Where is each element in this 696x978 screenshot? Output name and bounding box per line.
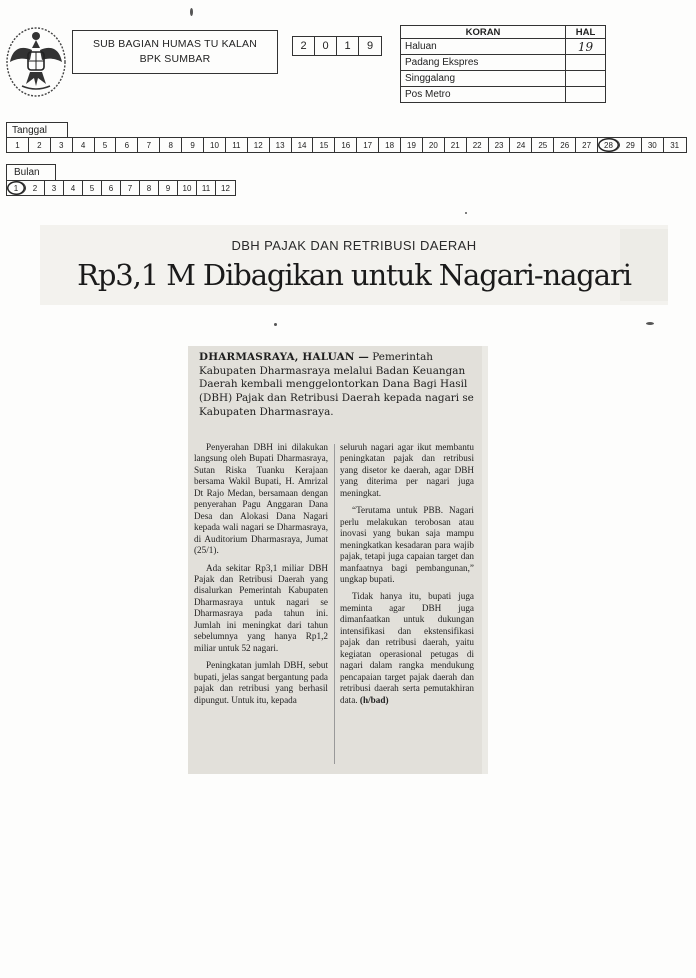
tanggal-day: 17 xyxy=(357,138,379,152)
tanggal-day: 14 xyxy=(292,138,314,152)
year-digit: 0 xyxy=(315,37,337,55)
tanggal-day: 7 xyxy=(138,138,160,152)
koran-name: Pos Metro xyxy=(401,87,566,103)
column-divider xyxy=(334,444,335,764)
garuda-emblem-icon xyxy=(4,22,68,98)
tanggal-day: 21 xyxy=(445,138,467,152)
headline: Rp3,1 M Dibagikan untuk Nagari-nagari xyxy=(77,258,631,292)
tanggal-day: 20 xyxy=(423,138,445,152)
paragraph: Penyerahan DBH ini dilakukan langsung oleh Bupati Dharmasraya, Sutan Riska Tuanku Kerajaan bersama Wakil Bupati, H. Amrizal Dt Rajo Medan, bersamaan dengan penyerahan Pagu Anggaran Dana Desa dan Alokasi Dana Nagari kepada wali nagari se Dharmasraya, di Auditorium Dharmasraya, Jumat (25/1). xyxy=(194,442,328,556)
tanggal-day: 26 xyxy=(554,138,576,152)
year-digit: 9 xyxy=(366,40,374,52)
bulan-month: 5 xyxy=(83,181,102,195)
article-column-right xyxy=(340,442,474,712)
bulan-month: 3 xyxy=(45,181,64,195)
article-lead xyxy=(199,351,474,420)
scan-speck xyxy=(646,322,654,325)
tanggal-day: 24 xyxy=(510,138,532,152)
koran-name: Haluan xyxy=(401,39,566,55)
koran-header-row xyxy=(401,26,606,39)
bulan-month: 9 xyxy=(159,181,178,195)
bulan-month: 11 xyxy=(197,181,216,195)
tanggal-day: 23 xyxy=(489,138,511,152)
tanggal-day: 6 xyxy=(116,138,138,152)
tanggal-day: 1 xyxy=(7,138,29,152)
bulan-month: 2 xyxy=(26,181,45,195)
bulan-label: Bulan xyxy=(6,164,56,180)
dateline: DHARMASRAYA, HALUAN — xyxy=(199,351,369,363)
koran-row xyxy=(401,87,606,103)
tanggal-day: 16 xyxy=(335,138,357,152)
year-digit: 2 xyxy=(293,37,315,55)
koran-hal xyxy=(566,87,606,103)
tanggal-day: 11 xyxy=(226,138,248,152)
tanggal-day: 3 xyxy=(51,138,73,152)
tanggal-day: 9 xyxy=(182,138,204,152)
paragraph: “Terutama untuk PBB. Nagari perlu melakukan terobosan atau inovasi yang bukan saja mampu meningkatkan kesadaran para wajib pajak, tetapi juga capaian target dan manfaatnya bagi pembangunan,” ungkap bupati. xyxy=(340,505,474,584)
tanggal-day: 28 xyxy=(598,138,620,152)
bulan-month: 10 xyxy=(178,181,197,195)
koran-hal xyxy=(566,71,606,87)
paragraph: Peningkatan jumlah DBH, sebut bupati, jelas sangat bergantung pada pajak dan retribusi yang berhasil dipungut. Untuk itu, kepada xyxy=(194,660,328,705)
tanggal-day: 8 xyxy=(160,138,182,152)
paragraph: Ada sekitar Rp3,1 miliar DBH Pajak dan Retribusi Daerah yang disalurkan Pemerintah Kabupaten Dharmasraya untuk nagari se Dharmasraya pada tahun ini. Jumlah ini meningkat dari tahun sebelumnya yang hanya Rp1,2 miliar untuk 52 nagari. xyxy=(194,562,328,653)
tanggal-day: 15 xyxy=(313,138,335,152)
tanggal-label: Tanggal xyxy=(6,122,68,138)
scan-speck xyxy=(465,212,467,214)
koran-row xyxy=(401,39,606,55)
scan-speck xyxy=(190,8,193,16)
scan-speck xyxy=(274,323,277,326)
tanggal-day: 27 xyxy=(576,138,598,152)
agency-box xyxy=(72,30,278,74)
kicker: DBH PAJAK DAN RETRIBUSI DAERAH xyxy=(231,238,477,253)
byline: (h/bad) xyxy=(359,694,389,705)
hal-col-header: HAL xyxy=(566,26,606,39)
bulan-grid xyxy=(6,180,236,196)
bulan-month: 12 xyxy=(221,183,230,193)
agency-line-1: SUB BAGIAN HUMAS TU KALAN xyxy=(92,38,258,50)
article-column-left xyxy=(194,442,328,712)
tanggal-day: 4 xyxy=(73,138,95,152)
bulan-month: 8 xyxy=(140,181,159,195)
year-digit: 1 xyxy=(337,37,359,55)
article-clipping xyxy=(188,346,482,774)
tanggal-day: 12 xyxy=(248,138,270,152)
tanggal-day: 13 xyxy=(270,138,292,152)
koran-name: Singgalang xyxy=(401,71,566,87)
bulan-month: 1 xyxy=(7,181,26,195)
tanggal-grid xyxy=(6,137,687,153)
headline-clipping xyxy=(40,225,668,305)
tanggal-day: 30 xyxy=(642,138,664,152)
koran-hal xyxy=(566,55,606,71)
tanggal-day: 31 xyxy=(670,140,680,150)
koran-row xyxy=(401,71,606,87)
koran-hal: 19 xyxy=(566,39,606,55)
paragraph: seluruh nagari agar ikut membantu peningkatan pajak dan retribusi yang disetor ke daerah, agar DBH yang diterima per nagari juga meningkat. xyxy=(340,442,474,498)
clipping-edge xyxy=(482,346,488,774)
bulan-month: 4 xyxy=(64,181,83,195)
tanggal-day: 10 xyxy=(204,138,226,152)
tanggal-day: 22 xyxy=(467,138,489,152)
tanggal-day: 19 xyxy=(401,138,423,152)
tanggal-day: 29 xyxy=(620,138,642,152)
tanggal-day: 18 xyxy=(379,138,401,152)
koran-table xyxy=(400,25,606,103)
koran-col-header: KORAN xyxy=(401,26,566,39)
bulan-month: 7 xyxy=(121,181,140,195)
koran-row xyxy=(401,55,606,71)
tanggal-day: 25 xyxy=(532,138,554,152)
year-box xyxy=(292,36,382,56)
tanggal-day: 5 xyxy=(95,138,117,152)
agency-line-2: BPK SUMBAR xyxy=(139,53,211,65)
bulan-month: 6 xyxy=(102,181,121,195)
paragraph-text: Tidak hanya itu, bupati juga meminta agar DBH juga dimanfaatkan untuk dukungan intensifikasi dan ekstensifikasi pajak dan retribusi daerah, yaitu kegiatan operasional petugas di nagari dalam rangka mendukung pencapaian target pajak daerah dan retribusi daerah serta pemutakhiran data. xyxy=(340,591,474,705)
tanggal-day: 2 xyxy=(29,138,51,152)
koran-name: Padang Ekspres xyxy=(401,55,566,71)
paragraph xyxy=(340,591,474,706)
lead-text: Pemerintah Kabupaten Dharmasraya melalui Badan Keuangan Daerah kembali menggelontorkan Dana Bagi Hasil (DBH) Pajak dan Retribusi Daerah kepada nagari se Kabupaten Dharmasraya. xyxy=(199,351,474,418)
